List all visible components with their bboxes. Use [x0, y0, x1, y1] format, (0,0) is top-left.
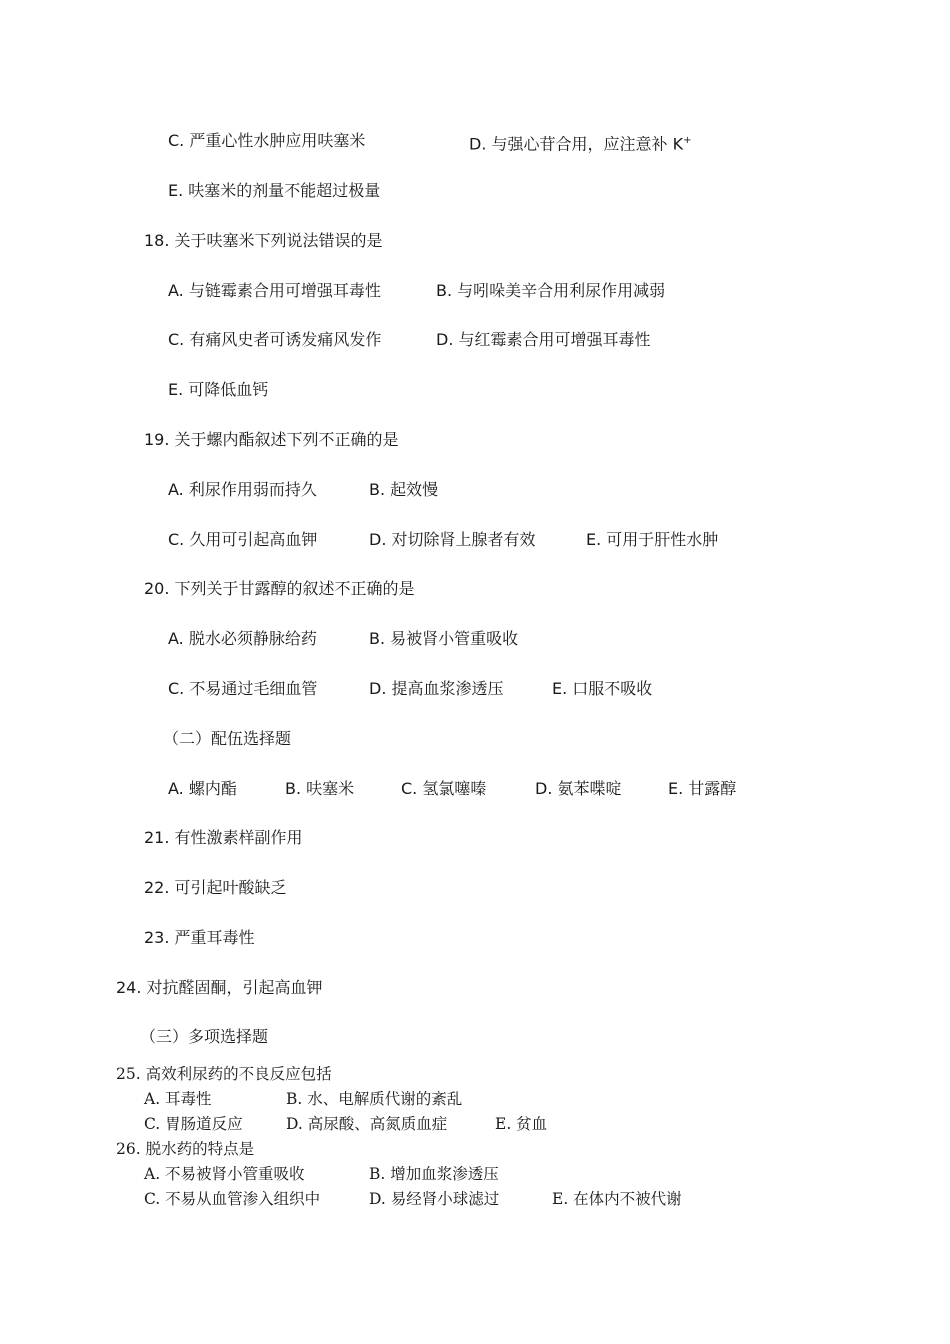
- q26-option-d: D. 易经肾小球滤过: [369, 1190, 500, 1208]
- q18-stem: 18. 关于呋塞米下列说法错误的是: [144, 231, 383, 250]
- q25-stem: 25. 高效利尿药的不良反应包括: [116, 1065, 332, 1083]
- q24-stem: 24. 对抗醛固酮，引起高血钾: [116, 978, 323, 997]
- q26-option-e: E. 在体内不被代谢: [552, 1190, 682, 1208]
- q26-stem: 26. 脱水药的特点是: [116, 1140, 255, 1158]
- matching-option-b: B. 呋塞米: [285, 779, 355, 798]
- section-matching-title: （二）配伍选择题: [163, 729, 292, 748]
- matching-option-c: C. 氢氯噻嗪: [401, 779, 487, 798]
- q18-option-b: B. 与吲哚美辛合用利尿作用减弱: [436, 281, 666, 300]
- q20-option-b: B. 易被肾小管重吸收: [369, 629, 519, 648]
- q19-option-b: B. 起效慢: [369, 480, 439, 499]
- matching-option-e: E. 甘露醇: [668, 779, 737, 798]
- q20-option-d: D. 提高血浆渗透压: [369, 679, 504, 698]
- q26-option-c: C. 不易从血管渗入组织中: [144, 1190, 321, 1208]
- q18-option-e: E. 可降低血钙: [168, 380, 269, 399]
- q19-option-e: E. 可用于肝性水肿: [586, 530, 719, 549]
- q20-option-a: A. 脱水必须静脉给药: [168, 629, 317, 648]
- q17-option-d: [469, 131, 691, 154]
- section-multiple-choice-title: （三）多项选择题: [140, 1027, 269, 1046]
- q26-option-a: A. 不易被肾小管重吸收: [144, 1165, 305, 1183]
- q25-option-d: D. 高尿酸、高氮质血症: [286, 1115, 448, 1133]
- q18-option-a: A. 与链霉素合用可增强耳毒性: [168, 281, 381, 300]
- q19-stem: 19. 关于螺内酯叙述下列不正确的是: [144, 430, 399, 449]
- q25-option-e: E. 贫血: [495, 1115, 548, 1133]
- q17-option-c: C. 严重心性水肿应用呋塞米: [168, 131, 366, 150]
- q22-stem: 22. 可引起叶酸缺乏: [144, 878, 287, 897]
- q20-option-e: E. 口服不吸收: [552, 679, 653, 698]
- q26-option-b: B. 增加血浆渗透压: [369, 1165, 499, 1183]
- q25-option-a: A. 耳毒性: [144, 1090, 212, 1108]
- q18-option-d: D. 与红霉素合用可增强耳毒性: [436, 330, 651, 349]
- matching-option-a: A. 螺内酯: [168, 779, 237, 798]
- q25-option-c: C. 胃肠道反应: [144, 1115, 243, 1133]
- q19-option-a: A. 利尿作用弱而持久: [168, 480, 317, 499]
- q19-option-d: D. 对切除肾上腺者有效: [369, 530, 536, 549]
- q20-option-c: C. 不易通过毛细血管: [168, 679, 318, 698]
- q19-option-c: C. 久用可引起高血钾: [168, 530, 318, 549]
- q21-stem: 21. 有性激素样副作用: [144, 828, 303, 847]
- q17-option-e: E. 呋塞米的剂量不能超过极量: [168, 181, 381, 200]
- q25-option-b: B. 水、电解质代谢的紊乱: [286, 1090, 463, 1108]
- q23-stem: 23. 严重耳毒性: [144, 928, 255, 947]
- q18-option-c: C. 有痛风史者可诱发痛风发作: [168, 330, 382, 349]
- q20-stem: 20. 下列关于甘露醇的叙述不正确的是: [144, 579, 415, 598]
- matching-option-d: D. 氨苯喋啶: [535, 779, 622, 798]
- potassium-superscript: +: [683, 135, 692, 146]
- q17-option-d-text: D. 与强心苷合用，应注意补 K: [469, 134, 684, 154]
